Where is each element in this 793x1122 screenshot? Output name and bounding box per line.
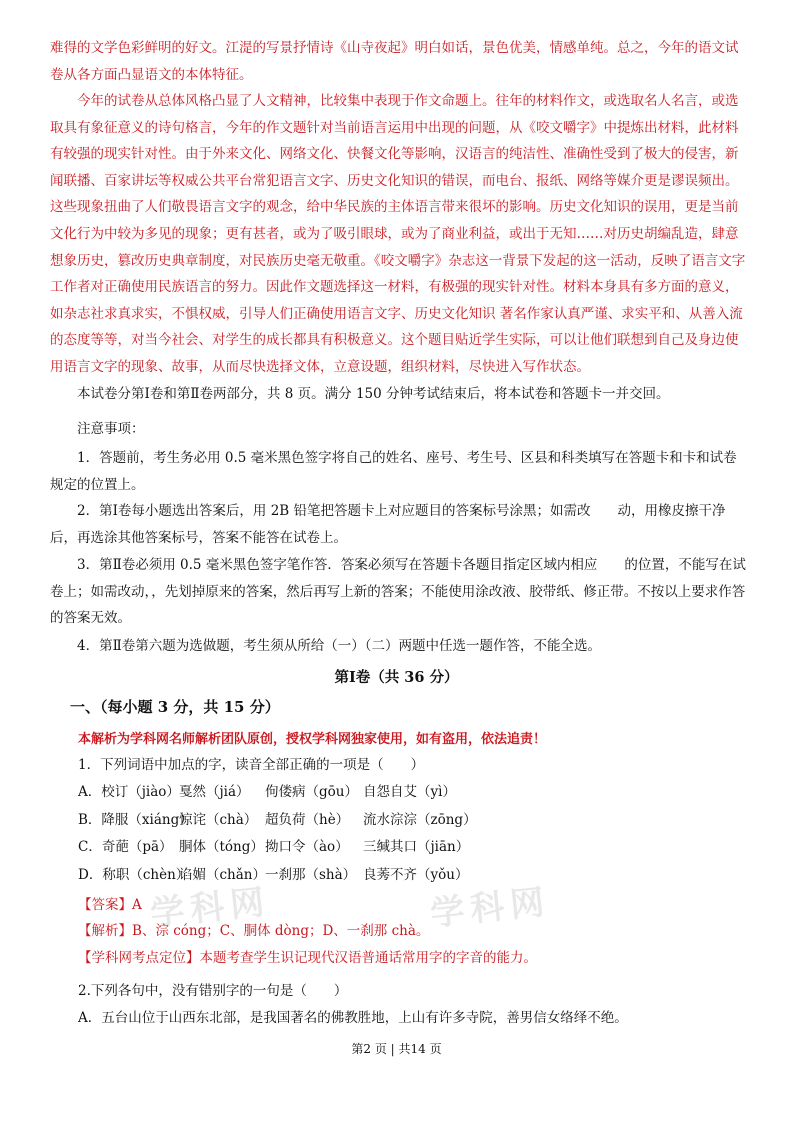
intro-paragraph-essay: 今年的试卷从总体风格凸显了人文精神，比较集中表现于作文命题上。往年的材料作文，或选取名人名言，或选取具有象征意义的诗句格言，今年的作文题针对当前语言运用中出现的问题，从《咬文嚼字》中提炼出材料，此材料有较强的现实针对性。由于外来文化、网络文化、快餐文化等影响，汉语言的纯洁性、准确性受到了极大的侵害，新闻联播、百家讲坛等权威公共平台常犯语言文字、历史文化知识的错误，而电台、报纸、网络等媒介更是谬误频出。这些现象扭曲了人们敬畏语言文字的观念，给中华民族的主体语言带来很坏的影响。历史文化知识的误用，更是当前文化行为中较为多见的现象；更有甚者，或为了吸引眼球，或为了商业利益，或出于无知……对历史胡编乱造，肆意想象历史，篡改历史典章制度，对民族历史毫无敬重。《咬文嚼字》杂志这一背景下发起的这一活动，反映了语言文字工作者对正确使用民族语言的努力。因此作文题选择这一材料，有极强的现实针对性。材料本身具有多方面的意义，如杂志社求真求实，不惧权威，引导人们正确使用语言文字、历史文化知识 著名作家认真严谨、求实平和、从善入流的态度等等，对当今社会、对学生的成长都具有积极意义。这个题目贴近学生实际，可以让他们联想到自己及身边使用语言文字的现象、故事，从而尽快选择文体，立意设题，组织材料，尽快进入写作状态。 (50, 93, 746, 375)
q1-locator: 【学科网考点定位】本题考查学生识记现代汉语普通话常用字的字音的能力。 (78, 950, 537, 966)
section-title: 一、（每小题 3 分，共 15 分） (70, 698, 280, 716)
q1-options (78, 779, 513, 889)
q2-stem: 2.下列各句中，没有错别字的一句是（ ） (78, 983, 348, 999)
q2-option-a: A．五台山位于山西东北部，是我国著名的佛教胜地，上山有许多寺院，善男信女络绎不绝。 (78, 1010, 628, 1026)
exam-note: 本试卷分第Ⅰ卷和第Ⅱ卷两部分，共 8 页。满分 150 分钟考试结束后，将本试卷和答题卡一并交回。 (77, 386, 670, 402)
copyright-note: 本解析为学科网名师解析团队原创，授权学科网独家使用，如有盗用，依法追责！ (78, 732, 547, 747)
q1-option-c: C．奇葩（pā） 胴体（tóng）拗口令（ào） 三缄其口（jiān） (78, 839, 470, 855)
notice-item-3: 3．第Ⅱ卷必须用 0.5 毫米黑色签字笔作答．答案必须写在答题卡各题目指定区域内相应 的位置，不能写在试卷上；如需改动，，先划掉原来的答案，然后再写上新的答案；不能使用涂改液、胶带纸、修正带。不按以上要求作答的答案无效。 (50, 557, 746, 627)
watermark-logo-left: 学科网 (148, 881, 273, 935)
notice-item-1: 1．答题前，考生务必用 0.5 毫米黑色签字将自己的姓名、座号、考生号、区县和科类填写在答题卡和卡和试卷规定的位置上。 (50, 450, 737, 493)
notice-item-4: 4．第Ⅱ卷第六题为选做题，考生须从所给（一）（二）两题中任选一题作答，不能全选。 (77, 638, 602, 654)
q1-option-a: A．校订（jiào）戛然（jiá） 佝偻病（gōu） 自怨自艾（yì） (78, 784, 456, 800)
q1-answer: 【答案】A (78, 897, 142, 913)
notice-item-2: 2．第Ⅰ卷每小题选出答案后，用 2B 铅笔把答题卡上对应题目的答案标号涂黑；如需改 动，用橡皮擦干净后，再选涂其他答案标号，答案不能答在试卷上。 (50, 503, 726, 546)
notice-title: 注意事项： (77, 421, 145, 437)
page-footer: 第2 页 | 共14 页 (351, 1042, 442, 1056)
q1-option-d: D．称职（chèn）谄媚（chǎn）一刹那（shà） 良莠不齐（yǒu） (78, 866, 469, 883)
q1-analysis: 【解析】B、淙 cóng；C、胴体 dòng；D、一刹那 chà。 (78, 923, 430, 939)
intro-paragraph-continued: 难得的文学色彩鲜明的好文。江湜的写景抒情诗《山寺夜起》明白如话，景色优美，情感单纯。总之，今年的语文试卷从各方面凸显语文的本体特征。 (50, 40, 739, 83)
q1-stem: 1．下列词语中加点的字，读音全部正确的一项是（ ） (78, 757, 425, 773)
watermark-logo-right: 学科网 (428, 881, 553, 935)
q1-option-b: B．降服（xiáng）惊诧（chà） 超负荷（hè） 流水淙淙（zōng） (78, 811, 477, 828)
volume-title: 第Ⅰ卷（共 36 分） (334, 669, 459, 686)
